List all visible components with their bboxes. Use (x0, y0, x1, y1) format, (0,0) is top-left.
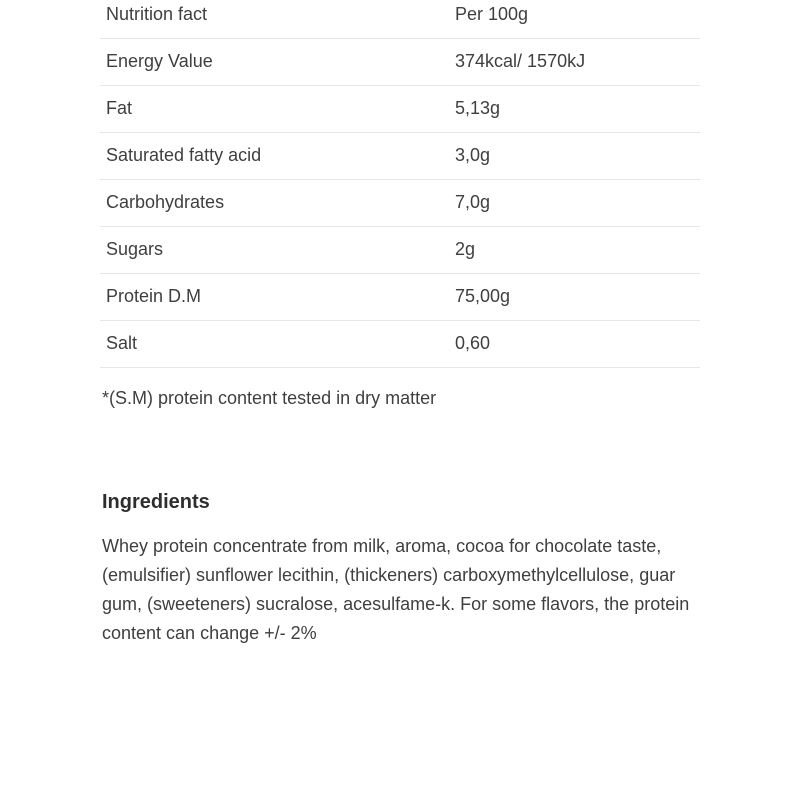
nutrition-label: Saturated fatty acid (100, 133, 433, 180)
table-row (100, 227, 700, 274)
nutrition-label: Energy Value (100, 39, 433, 86)
table-row (100, 39, 700, 86)
nutrition-facts-table (100, 0, 700, 368)
nutrition-value: 3,0g (433, 133, 700, 180)
nutrition-label: Fat (100, 86, 433, 133)
table-row (100, 133, 700, 180)
nutrition-value: Per 100g (433, 0, 700, 39)
table-row (100, 0, 700, 39)
nutrition-value: 5,13g (433, 86, 700, 133)
nutrition-table-body (100, 0, 700, 368)
table-row (100, 321, 700, 368)
nutrition-label: Protein D.M (100, 274, 433, 321)
nutrition-value: 2g (433, 227, 700, 274)
nutrition-value: 0,60 (433, 321, 700, 368)
nutrition-label: Sugars (100, 227, 433, 274)
nutrition-label: Carbohydrates (100, 180, 433, 227)
table-row (100, 274, 700, 321)
nutrition-label: Salt (100, 321, 433, 368)
table-row (100, 86, 700, 133)
nutrition-label: Nutrition fact (100, 0, 433, 39)
ingredients-text: Whey protein concentrate from milk, aroma, cocoa for chocolate taste, (emulsifier) sunflower lecithin, (thickeners) carboxymethylcellulose, guar gum, (sweeteners) sucralose, acesulfame-k. For some flavors, the protein content can change +/- 2% (102, 536, 690, 644)
nutrition-value: 374kcal/ 1570kJ (433, 39, 700, 86)
nutrition-value: 75,00g (433, 274, 700, 321)
nutrition-value: 7,0g (433, 180, 700, 227)
table-row (100, 180, 700, 227)
nutrition-footnote: *(S.M) protein content tested in dry matter (102, 388, 437, 408)
ingredients-heading: Ingredients (102, 491, 210, 513)
